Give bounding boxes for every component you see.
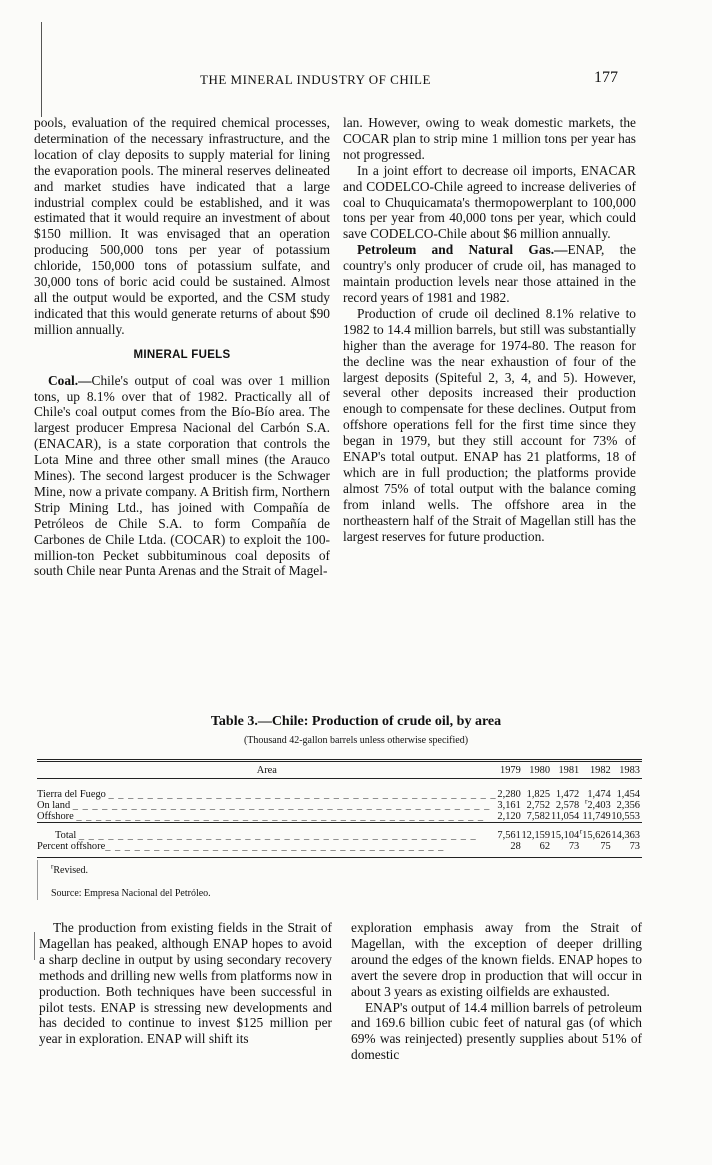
column-header-year: 1983 xyxy=(619,765,640,776)
revised-mark: r xyxy=(585,797,588,806)
table-cell: 7,561 xyxy=(497,830,521,841)
table-cell: 75 xyxy=(600,841,611,852)
table-cell: 1,472 xyxy=(555,789,580,800)
table-cell: 1,825 xyxy=(526,789,551,800)
row-label: On land _ _ _ _ _ _ _ _ _ _ _ _ _ _ _ _ _ _ _ _ _ _ _ _ _ _ _ _ _ _ _ _ _ _ _ _ _ _ _ _ _ _ _ xyxy=(37,800,491,811)
row-label: Tierra del Fuego _ _ _ _ _ _ _ _ _ _ _ _ _ _ _ _ _ _ _ _ _ _ _ _ _ _ _ _ _ _ _ _ _ _ _ _ _ _ _ _ xyxy=(37,789,497,800)
table-cell: 2,356 xyxy=(616,800,640,811)
paragraph: In a joint effort to decrease oil imports, ENACAR and CODELCO-Chile agreed to increase deliveries of coal to Chuquicamata's thermopowerplant to 100,000 tons per year from 40,000 tons per year, which could save CODELCO-Chile about $6 million annually. xyxy=(343,162,636,242)
table-cell: 7,582 xyxy=(526,811,551,822)
table-title: Table 3.—Chile: Production of crude oil, by area xyxy=(210,714,502,729)
column-header-year: 1980 xyxy=(529,765,551,776)
row-label: Offshore _ _ _ _ _ _ _ _ _ _ _ _ _ _ _ _ _ _ _ _ _ _ _ _ _ _ _ _ _ _ _ _ _ _ _ _ _ _ _ _ _ _ xyxy=(37,811,485,822)
table-cell: 2,120 xyxy=(497,811,521,822)
running-title: THE MINERAL INDUSTRY OF CHILE xyxy=(200,72,431,87)
table-row xyxy=(37,800,642,811)
column-header-year: 1981 xyxy=(558,765,580,776)
table-cell: 11,749 xyxy=(582,811,611,822)
paragraph-petroleum xyxy=(343,242,636,306)
paragraph: Production of crude oil declined 8.1% relative to 1982 to 14.4 million barrels, but still was substantially higher than the average for 1974-80. The reason for the decline was the near exhaustion of four of the largest deposits (Spiteful 2, 3, 4, and 5). However, several other deposits increased their production enough to compensate for these declines. Output from offshore operations fell for the first time since they began in 1979, but they still account for 73% of ENAP's total output. ENAP has 21 platforms, 18 of which are in full production; the platforms provide almost 75% of total output with the balance coming from inland wells. The offshore area in the northeastern half of the Strait of Magellan still has the largest reserves for future production. xyxy=(343,305,636,544)
table-cell: 62 xyxy=(539,841,551,852)
page-number: 177 xyxy=(594,69,618,86)
table-bottom-rule xyxy=(37,857,642,858)
paragraph-text: Chile's output of coal was over 1 million tons, up 8.1% over that of 1982. Practically all of Chile's coal output comes from the Bío-Bío area. The largest producer Empresa Nacional del Carbón S.A. (ENACAR), is a state corporation that controls the Lota Mine and three other small mines (the Arauco Mines). The second largest producer is the Schwager Mine, now a private company. A British firm, Northern Strip Mining Ltd., has joined with Compañía de Petróleos de Chile S.A. to form Compañía de Carbones de Chile Ltda. (COCAR) to exploit the 100-million-ton Pecket subbituminous coal deposits of south Chile near Punta Arenas and the Strait of Magel- xyxy=(34,372,330,579)
column-header-year: 1982 xyxy=(589,765,611,776)
table-cell: 73 xyxy=(629,841,640,852)
row-label: Total _ _ _ _ _ _ _ _ _ _ _ _ _ _ _ _ _ _ _ _ _ _ _ _ _ _ _ _ _ _ _ _ _ _ _ _ _ _ _ _ _ xyxy=(55,830,477,841)
table-cell: 2,578 xyxy=(555,800,580,811)
table-cell-revised: $^r$2,403 xyxy=(585,797,611,811)
table-cell: 73 xyxy=(568,841,580,852)
row-label: Percent offshore_ _ _ _ _ _ _ _ _ _ _ _ _ _ _ _ _ _ _ _ _ _ _ _ _ _ _ _ _ _ _ _ _ _ _ xyxy=(37,841,445,852)
table-row xyxy=(37,841,642,852)
table-row xyxy=(37,811,642,823)
revised-mark: r xyxy=(51,862,54,871)
table-cell: 2,280 xyxy=(497,789,521,800)
run-in-heading: Coal.— xyxy=(48,372,92,388)
column-header-year: 1979 xyxy=(500,765,521,776)
table-cell: 3,161 xyxy=(497,800,521,811)
paragraph: The production from existing fields in the Strait of Magellan has peaked, although ENAP hopes to avoid a sharp decline in output by using secondary recovery methods and drilling new wells from platforms now in production. Both techniques have been successful in pilot tests. ENAP is stressing new developments and has decided to continue to invest $125 million per year in exploration. ENAP will shift its xyxy=(39,920,332,1047)
table-cell: 1,474 xyxy=(587,789,611,800)
table-cell: 12,159 xyxy=(521,830,551,841)
scan-margin-line xyxy=(34,932,35,960)
table-cell-revised: $^r$15,626 xyxy=(579,827,611,841)
crude-oil-table xyxy=(37,759,642,858)
section-heading: MINERAL FUELS xyxy=(133,348,231,361)
table-cell: 14,363 xyxy=(611,830,640,841)
paragraph: pools, evaluation of the required chemical processes, determination of the necessary infrastructure, and the location of clay deposits to supply material for lining the evaporation pools. The mineral reserves delineated and market studies have indicated that a large industrial complex could be established, and it was estimated that it would require an investment of about $150 million. It was envisaged that an operation producing 500,000 tons per year of potassium chloride, 150,000 tons of potassium sulfate, and 30,000 tons of boric acid could be sustained. Almost all the output would be exported, and the CSM study indicated that this would generate returns of about $90 million annually. xyxy=(34,115,330,337)
column-header-area: Area xyxy=(256,765,277,776)
revised-mark: r xyxy=(579,827,583,836)
paragraph-text: ENAP, the country's only producer of crude oil, has managed to maintain production levels near those attained in the record years of 1981 and 1982. xyxy=(343,242,636,305)
paragraph-coal xyxy=(34,373,330,580)
left-column-bottom xyxy=(39,920,332,1047)
table-cell: 10,553 xyxy=(611,811,640,822)
table-notes xyxy=(51,864,211,910)
table-cell: 11,054 xyxy=(551,811,580,822)
table-row xyxy=(37,783,642,800)
table-subtitle: (Thousand 42-gallon barrels unless otherwise specified) xyxy=(243,735,469,746)
table-cell: 2,752 xyxy=(526,800,551,811)
data-table xyxy=(37,762,642,852)
table-cell: 28 xyxy=(510,841,521,852)
table-cell: 1,454 xyxy=(616,789,640,800)
table-row-total xyxy=(37,827,642,841)
paragraph: lan. However, owing to weak domestic markets, the COCAR plan to strip mine 1 million tons per year has not progressed. xyxy=(343,115,636,162)
table-cell: 15,104 xyxy=(550,830,580,841)
scan-margin-line xyxy=(37,860,38,900)
paragraph: exploration emphasis away from the Strait of Magellan, with the exception of deeper drilling around the edges of the known fields. ENAP hopes to avert the severe drop in production that will occur in about 3 years as existing oilfields are exhausted. xyxy=(351,920,642,999)
page-header xyxy=(0,70,712,90)
right-column-top xyxy=(343,115,636,544)
paragraph: ENAP's output of 14.4 million barrels of petroleum and 169.6 billion cubic feet of natural gas (of which 69% was reinjected) presently supplies about 51% of domestic xyxy=(351,999,642,1063)
footnote-revised: $^r$Revised. xyxy=(51,862,89,876)
table-source: Source: Empresa Nacional del Petróleo. xyxy=(51,888,211,899)
run-in-heading: Petroleum and Natural Gas.— xyxy=(357,242,568,258)
right-column-bottom xyxy=(351,920,642,1063)
left-column-top xyxy=(34,115,330,579)
table-header-row xyxy=(37,762,642,779)
